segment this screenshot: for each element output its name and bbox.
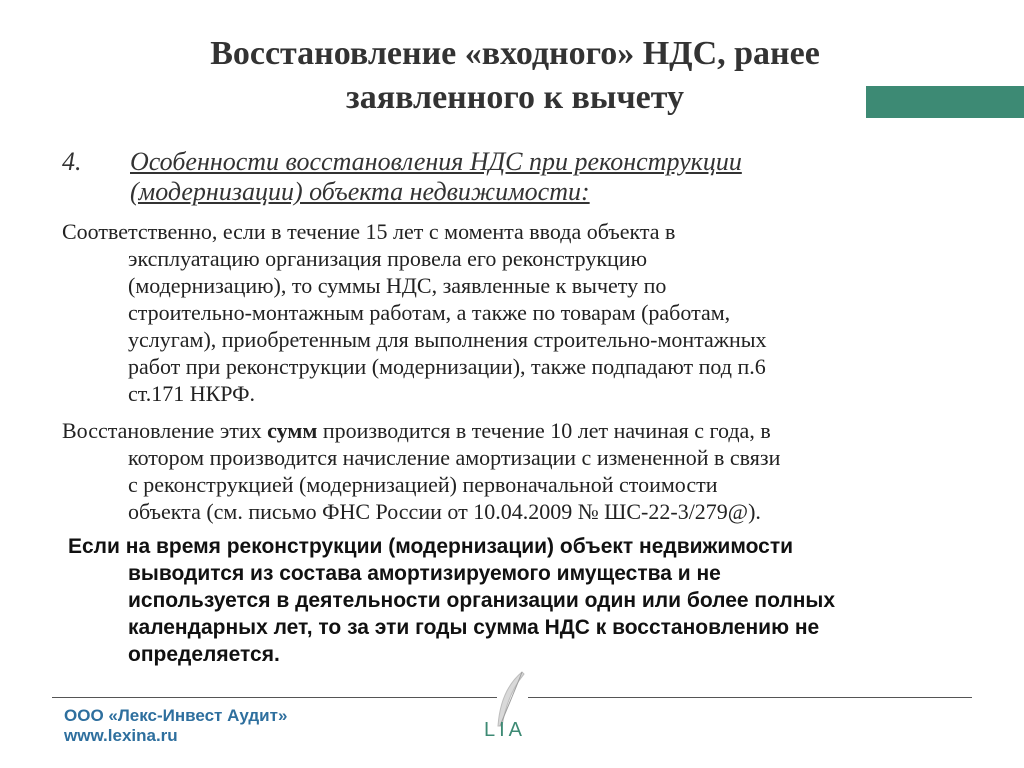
company-logo bbox=[470, 668, 540, 748]
paragraph-text: производится в течение 10 лет начиная с года, в bbox=[317, 418, 771, 443]
paragraph-reconstruction bbox=[62, 218, 992, 407]
paragraph-line: объекта (см. письмо ФНС России от 10.04.2009 № ШС-22-3/279@). bbox=[128, 499, 761, 524]
accent-bar bbox=[866, 86, 1024, 118]
paragraph-line: Если на время реконструкции (модернизации) объект недвижимости bbox=[68, 535, 794, 558]
paragraph-line: с реконструкцией (модернизацией) первоначальной стоимости bbox=[128, 472, 718, 497]
footer-company-info bbox=[64, 706, 287, 746]
paragraph-line: работ при реконструкции (модернизации), также подпадают под п.6 bbox=[128, 354, 766, 379]
paragraph-line: выводится из состава амортизируемого имущества и не bbox=[128, 562, 721, 585]
paragraph-line: используется в деятельности организации один или более полных bbox=[128, 589, 836, 612]
slide-title bbox=[100, 32, 930, 120]
paragraph-line: определяется. bbox=[128, 643, 280, 666]
section-heading-line-2: (модернизации) объекта недвижимости: bbox=[130, 177, 590, 206]
footer-divider-right bbox=[528, 697, 972, 698]
paragraph-line: Соответственно, если в течение 15 лет с момента ввода объекта в bbox=[62, 219, 676, 244]
footer-divider-left bbox=[52, 697, 497, 698]
title-line-2: заявленного к вычету bbox=[346, 79, 684, 116]
paragraph-line: услугам), приобретенным для выполнения строительно-монтажных bbox=[128, 327, 767, 352]
paragraph-restoration bbox=[62, 417, 992, 525]
company-website[interactable]: www.lexina.ru bbox=[64, 726, 178, 745]
paragraph-line: строительно-монтажным работам, а также по товарам (работам, bbox=[128, 300, 731, 325]
paragraph-line bbox=[62, 417, 992, 444]
logo-text: LIA bbox=[483, 719, 527, 741]
emphasis-text: сумм bbox=[267, 418, 318, 443]
paragraph-line: календарных лет, то за эти годы сумма НДС к восстановлению не bbox=[128, 616, 820, 639]
feather-logo-icon bbox=[470, 668, 540, 748]
title-line-1: Восстановление «входного» НДС, ранее bbox=[210, 35, 820, 72]
section-heading bbox=[62, 147, 962, 207]
paragraph-line: (модернизацию), то суммы НДС, заявленные к вычету по bbox=[128, 273, 667, 298]
paragraph-bold-note bbox=[62, 533, 992, 668]
paragraph-line: эксплуатацию организация провела его реконструкцию bbox=[128, 246, 648, 271]
company-name: ООО «Лекс-Инвест Аудит» bbox=[64, 706, 288, 725]
section-heading-line-1: Особенности восстановления НДС при реконструкции bbox=[130, 147, 742, 176]
paragraph-line: котором производится начисление амортизации с измененной в связи bbox=[128, 445, 781, 470]
paragraph-line: ст.171 НКРФ. bbox=[128, 381, 256, 406]
section-heading-text bbox=[130, 147, 962, 207]
section-number: 4. bbox=[62, 147, 82, 176]
paragraph-text: Восстановление этих bbox=[62, 418, 268, 443]
